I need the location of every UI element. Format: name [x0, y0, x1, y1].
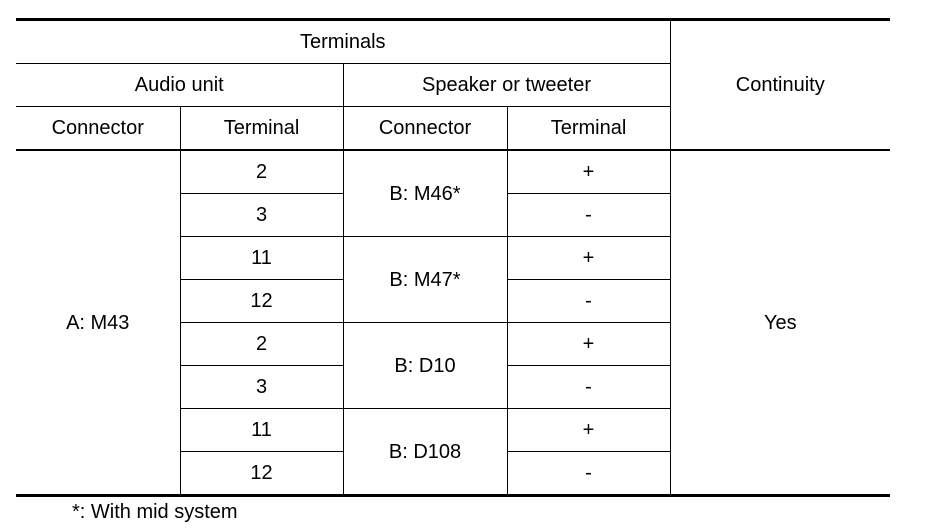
continuity-header: Continuity — [670, 20, 890, 151]
audio-terminal-cell: 11 — [180, 409, 343, 452]
speaker-connector-cell: B: M47* — [343, 237, 507, 323]
audio-terminal-cell: 3 — [180, 194, 343, 237]
speaker-connector-header: Connector — [343, 107, 507, 151]
header-row-1 — [16, 20, 890, 64]
speaker-terminal-cell: + — [507, 237, 670, 280]
terminals-header: Terminals — [16, 20, 670, 64]
audio-terminal-cell: 2 — [180, 323, 343, 366]
speaker-terminal-cell: - — [507, 194, 670, 237]
speaker-terminal-cell: + — [507, 409, 670, 452]
audio-connector-cell: A: M43 — [16, 150, 180, 496]
continuity-table — [16, 18, 890, 497]
speaker-header: Speaker or tweeter — [343, 64, 670, 107]
audio-connector-header: Connector — [16, 107, 180, 151]
audio-terminal-cell: 12 — [180, 452, 343, 496]
audio-terminal-cell: 12 — [180, 280, 343, 323]
speaker-terminal-cell: - — [507, 280, 670, 323]
speaker-terminal-cell: - — [507, 452, 670, 496]
speaker-terminal-cell: + — [507, 323, 670, 366]
speaker-connector-cell: B: D10 — [343, 323, 507, 409]
footnote: *: With mid system — [72, 501, 238, 523]
continuity-cell: Yes — [670, 150, 890, 496]
audio-terminal-cell: 2 — [180, 150, 343, 194]
spec-table-container — [16, 18, 890, 497]
audio-unit-header: Audio unit — [16, 64, 343, 107]
audio-terminal-cell: 3 — [180, 366, 343, 409]
speaker-terminal-cell: + — [507, 150, 670, 194]
speaker-terminal-cell: - — [507, 366, 670, 409]
audio-terminal-cell: 11 — [180, 237, 343, 280]
audio-terminal-header: Terminal — [180, 107, 343, 151]
speaker-connector-cell: B: M46* — [343, 150, 507, 237]
table-row — [16, 150, 890, 194]
speaker-terminal-header: Terminal — [507, 107, 670, 151]
speaker-connector-cell: B: D108 — [343, 409, 507, 496]
